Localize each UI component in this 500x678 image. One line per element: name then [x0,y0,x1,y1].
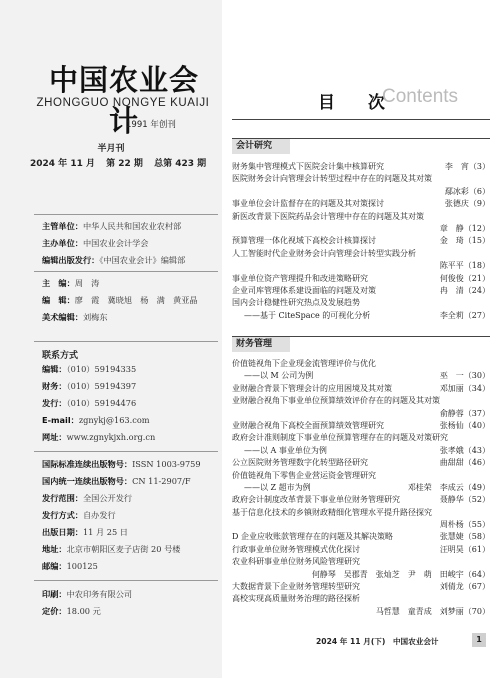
article-title: ——以 Z 超市为例 [244,482,311,492]
toc-entry[interactable] [232,395,490,407]
divider [34,451,218,452]
divider [34,341,218,342]
masthead-column [0,0,222,678]
toc-entry[interactable] [232,235,490,247]
page-number: 1 [472,633,486,647]
author-page: 鄢冰彩（6） [443,186,490,198]
issue-number: 第 22 期 [106,159,143,169]
author-page: 马哲慧 童青成 刘梦丽（70） [374,606,490,618]
contact-row: E-mail：zgnykj@163.com [42,415,150,425]
toc-entry[interactable] [232,432,490,444]
journal-logo: 中国农业会计 [48,63,199,138]
contact-row: 编辑：（010）59194335 [42,364,137,374]
article-title: 高校实现高质量财务治理的路径探析 [232,594,360,604]
toc-title-en: Contents [382,86,459,107]
toc-entry[interactable] [232,297,490,309]
article-title: 公立医院财务管理数字化转型路径研究 [232,458,368,468]
section-title: 会计研究 [232,139,290,154]
article-title: 政府会计制度改革背景下事业单位财务管理研究 [232,495,400,505]
section-header [232,138,490,154]
author-page: 陈平平（18） [438,260,490,272]
article-title: 价值链视角下企业现金流管理评价与优化 [232,359,376,368]
article-title: 人工智能时代企业财务会计向管理会计转型实践分析 [232,248,416,258]
contact-row: 网址：www.zgnykjxh.org.cn [42,432,156,442]
author-page: 何静琴 吴郡青 张灿芝 尹 萌 田峻宇（64） [310,569,490,581]
article-title: 政府会计准则制度下事业单位预算管理存在的问题及对策研究 [232,433,448,443]
author-page: 汪明昊（61） [438,544,490,556]
article-title: 业财融合视角下高校全面预算绩效管理研究 [232,420,384,430]
toc-entry[interactable] [232,161,490,173]
registration-row: 发行范围：全国公开发行 [42,493,133,503]
author-page: 何俊俊（21） [438,273,490,285]
toc-entry[interactable] [232,370,490,382]
author-page: 周朴杨（55） [438,519,490,531]
article-title: 企业司库管理体系建设面临的问题及对策 [232,285,376,295]
author-page: 张杨仙（40） [438,420,490,432]
article-title: 农业科研事业单位财务风险管理研究 [232,557,360,567]
registration-row: 出版日期：11 月 25 日 [42,527,128,537]
author-page: 金 琦（15） [438,235,490,247]
author-page: 巫 一（30） [438,370,490,382]
toc-entry[interactable] [232,531,490,543]
author-page: 聂静华（52） [438,494,490,506]
editor-row: 编 辑：廖 霞 冀晓旭 杨 满 黄亚晶 [42,295,198,305]
toc-entry[interactable] [232,507,490,519]
toc-entry[interactable] [232,470,490,482]
article-title: 业财融合背景下管理会计的应用困境及其对策 [232,383,392,393]
toc-entry[interactable] [232,482,490,494]
author-page: 冉 清（24） [438,285,490,297]
article-title: 基于信息化技术的乡镇财政精细化管理水平提升路径探究 [232,507,432,517]
article-title: D 企业应收账款管理存在的问题及其解决策略 [232,532,393,542]
registration-row: 地址：北京市朝阳区麦子店街 20 号楼 [42,544,181,554]
toc-entry[interactable] [232,581,490,593]
publisher-row: 编辑出版发行：《中国农业会计》编辑部 [42,255,186,265]
author-page: 张孝娥（43） [438,445,490,457]
toc-entry[interactable] [232,248,490,260]
toc-entry[interactable] [232,358,490,370]
registration-row: 国内统一连续出版物号：CN 11-2907/F [42,476,191,486]
toc-entry[interactable] [232,544,490,556]
registration-row: 国际标准连续出版物号：ISSN 1003-9759 [42,459,201,469]
author-page: 张德庆（9） [443,198,490,210]
article-title: 预算管理一体化视域下高校会计核算探讨 [232,236,376,246]
toc-entry[interactable] [232,198,490,210]
contact-row: 发行：（010）59194476 [42,398,137,408]
publisher-block [42,218,185,269]
editor-row: 美术编辑：刘梅东 [42,312,108,322]
registration-row: 邮编：100125 [42,561,98,571]
author-page: 章 静（12） [438,223,490,235]
author-page: 李 宵（3） [443,161,490,173]
divider [232,119,490,120]
toc-entry[interactable] [232,173,490,185]
article-title: 医院财务会计向管理会计转型过程中存在的问题及其对策 [232,174,432,184]
divider [34,580,218,581]
toc-entry[interactable] [232,593,490,605]
article-title: ——以 M 公司为例 [244,371,314,381]
toc-title: 目 次 [318,93,393,113]
article-title: 事业单位资产管理提升和改进策略研究 [232,273,368,283]
printing-row: 定价：18.00 元 [42,606,101,616]
issue-info [30,156,214,169]
article-title: 价值链视角下零售企业营运资金管理研究 [232,470,376,480]
toc-entry[interactable] [232,273,490,285]
publication-period: 半月刊 [97,144,125,154]
contact-heading: 联系方式 [42,351,79,361]
article-title: 事业单位会计监督存在的问题及其对策探讨 [232,199,384,209]
toc-entry[interactable] [232,383,490,395]
issue-date: 2024 年 11 月 [30,159,95,169]
section-header [232,336,490,352]
author-page: 曲甜甜（46） [438,457,490,469]
toc-entries [232,358,490,618]
article-title: 大数据背景下企业财务管理转型研究 [232,582,360,592]
toc-entry[interactable] [232,211,490,223]
toc-entry[interactable] [232,310,490,322]
printing-block [42,586,132,620]
toc-entry[interactable] [232,519,490,531]
author-page: 邓桂荣 李成云（49） [406,482,490,494]
editor-row: 主 编：周 涛 [42,278,100,288]
publisher-row: 主管单位：中华人民共和国农业农村部 [42,221,182,231]
author-page: 刘倩龙（67） [438,581,490,593]
toc-entry[interactable] [232,285,490,297]
contact-row: 财务：（010）59194397 [42,381,137,391]
toc-entries [232,161,490,322]
article-title: 业财融合视角下事业单位预算绩效评价存在的问题及其对策 [232,396,440,406]
toc-entry[interactable] [232,186,490,198]
toc-entry[interactable] [232,569,490,581]
article-title: 新医改背景下医院药品会计管理中存在的问题及其对策 [232,211,424,221]
toc-entry[interactable] [232,606,490,618]
author-page: 张慧婕（58） [438,531,490,543]
divider [34,271,218,272]
article-title: 国内会计稳健性研究热点及发展趋势 [232,298,360,308]
section-title: 财务管理 [232,337,290,352]
author-page: 俞静蓉（37） [438,408,490,420]
article-title: 财务集中管理模式下医院会计集中核算研究 [232,162,384,171]
divider [34,214,218,215]
author-page: 李全莉（27） [438,310,490,322]
total-issue-number: 总第 423 期 [154,159,207,169]
toc-entry[interactable] [232,457,490,469]
founded-year: 1991 年创刊 [126,120,176,130]
printing-row: 印刷：中农印务有限公司 [42,589,133,599]
toc-entry[interactable] [232,408,490,420]
author-page: 邓加丽（34） [438,383,490,395]
registration-row: 发行方式：自办发行 [42,510,116,520]
toc-entry[interactable] [232,260,490,272]
editors-block [42,275,198,326]
registration-block [42,456,201,575]
article-title: ——以 A 事业单位为例 [244,445,327,455]
article-title: ——基于 CiteSpace 的可视化分析 [244,310,371,320]
article-title: 行政事业单位财务管理模式优化探讨 [232,544,360,554]
toc-entry[interactable] [232,556,490,568]
footer-text: 2024 年 11 月(下) 中国农业会计 [316,637,439,646]
publisher-row: 主办单位：中国农业会计学会 [42,238,149,248]
toc-entry[interactable] [232,445,490,457]
toc-entry[interactable] [232,494,490,506]
toc-entry[interactable] [232,420,490,432]
toc-entry[interactable] [232,223,490,235]
contact-block [42,361,155,446]
journal-pinyin: ZHONGGUO NONGYE KUAIJI [36,97,210,109]
